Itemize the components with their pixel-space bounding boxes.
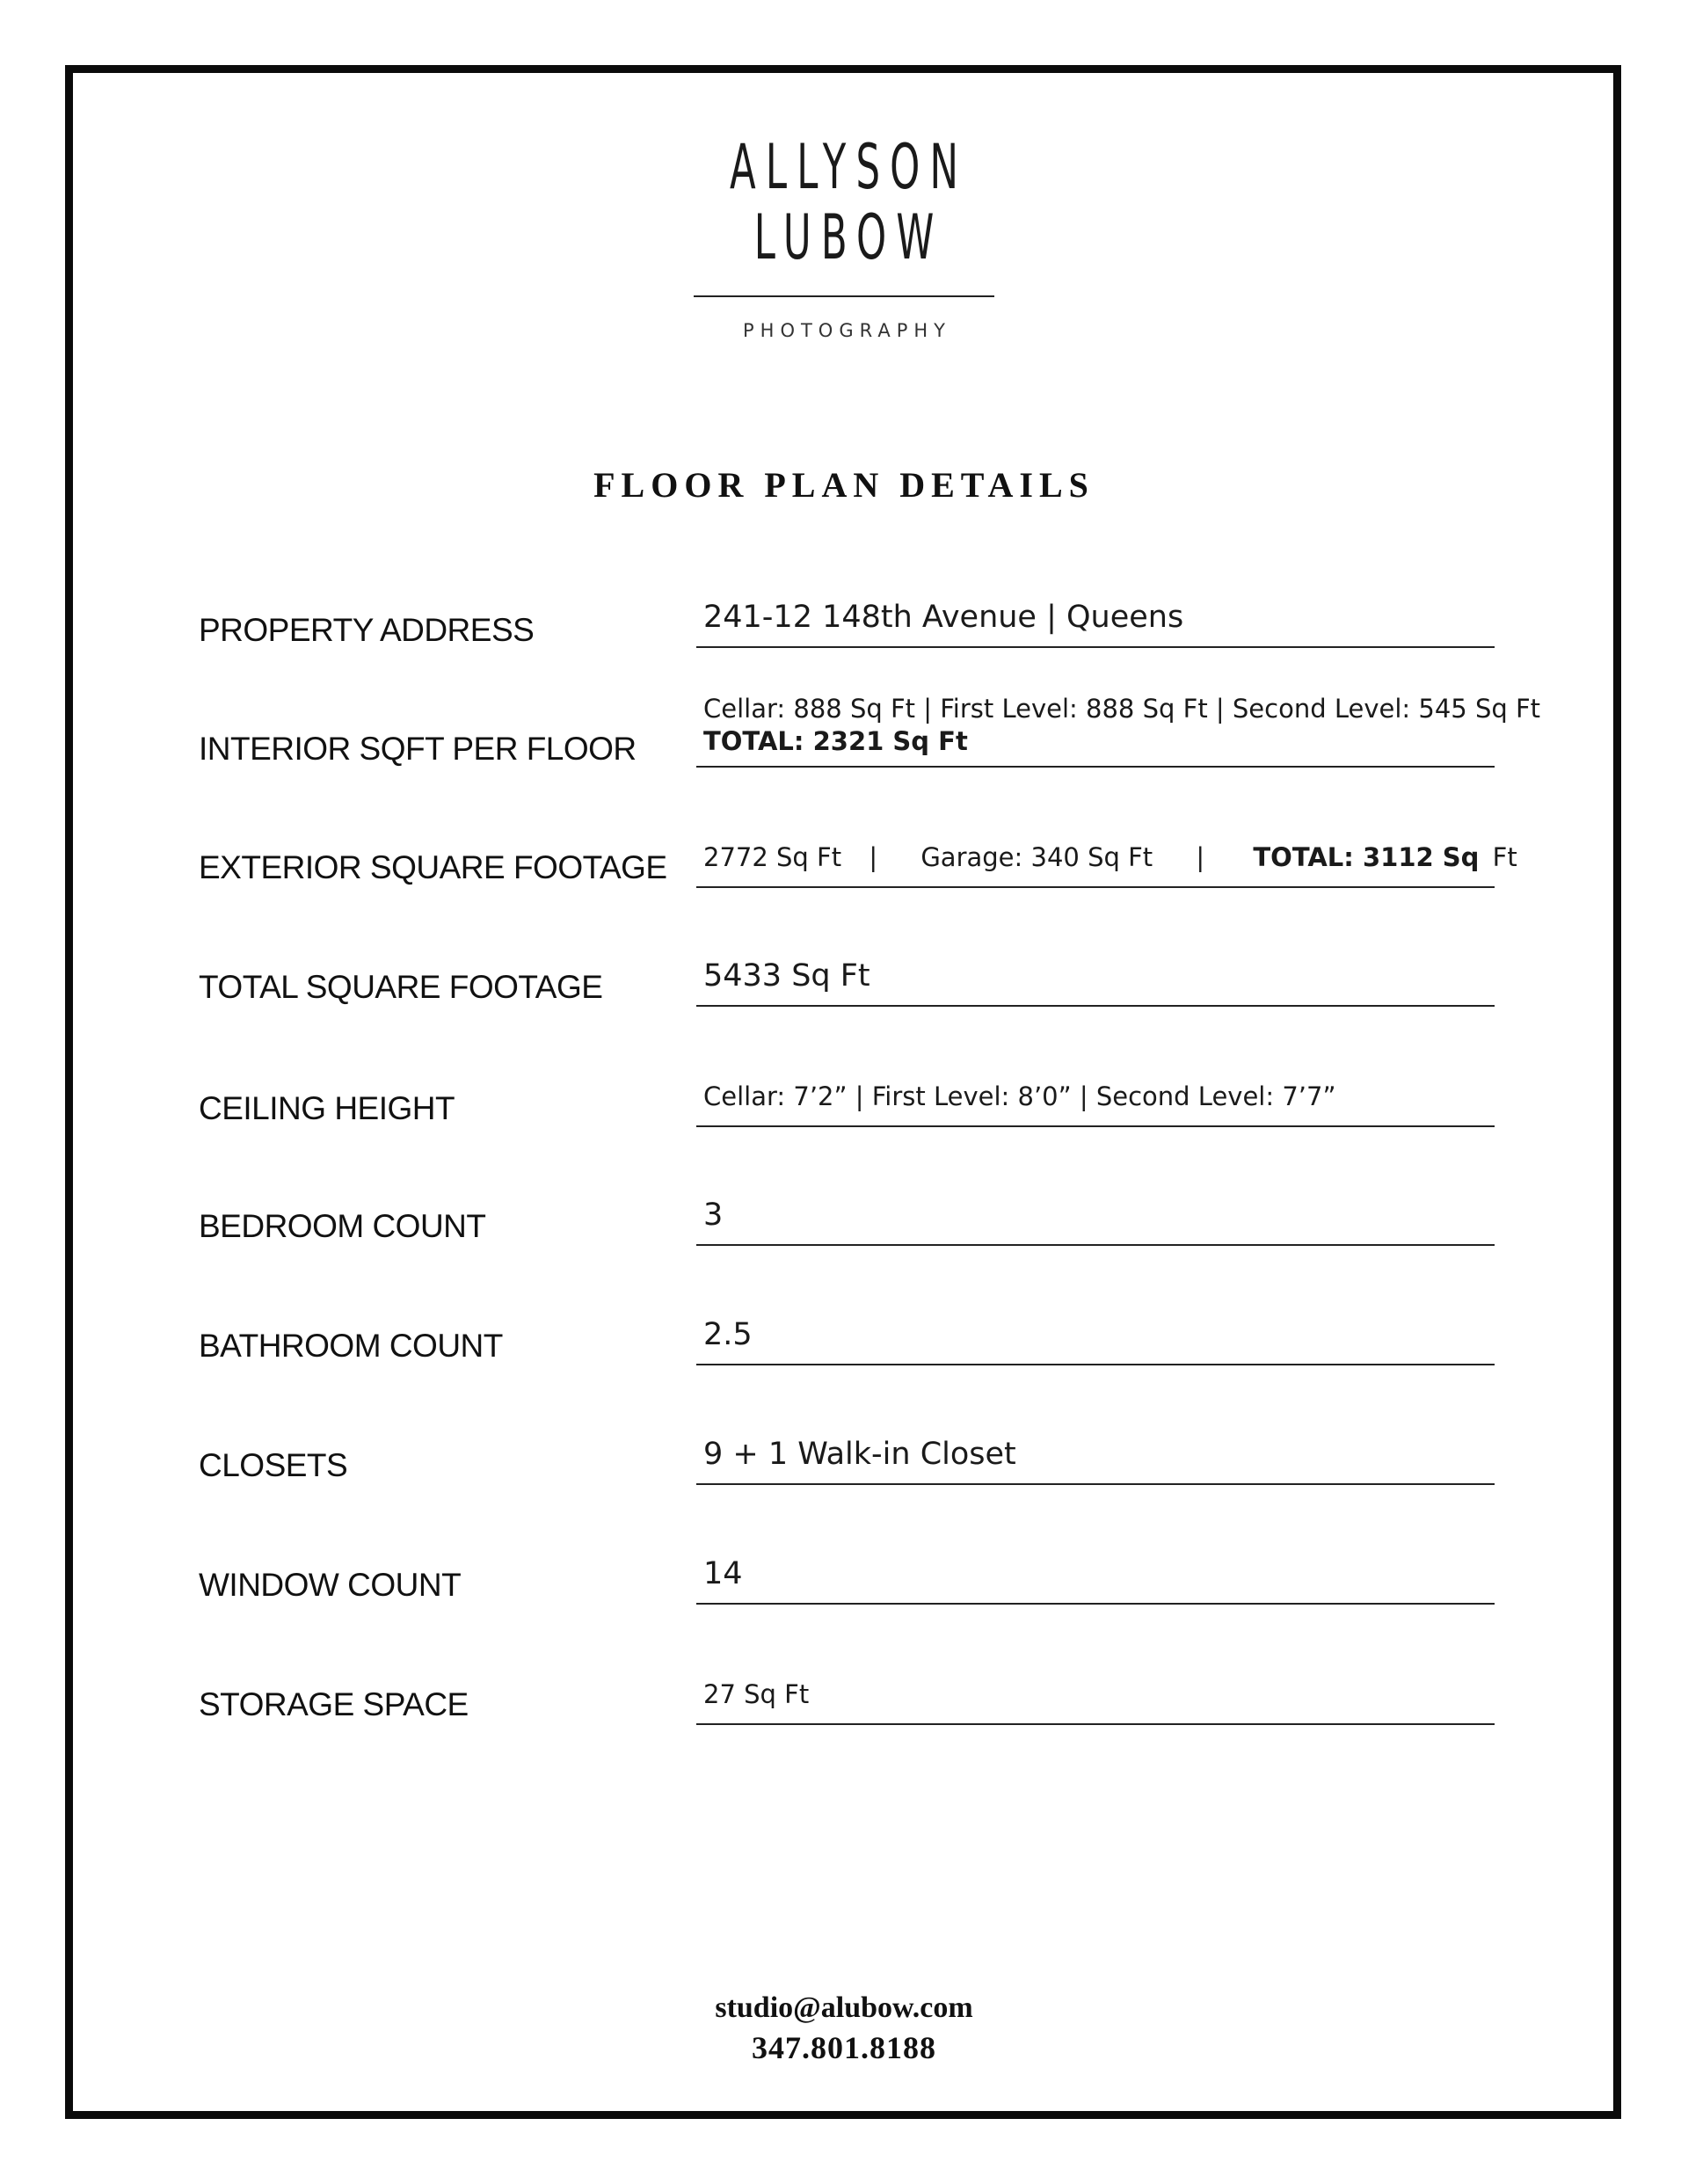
row-exterior-sqft: [0, 842, 1688, 957]
exterior-total-unit: Ft: [1492, 842, 1517, 872]
field-underline: [696, 1364, 1495, 1365]
field-label: CEILING HEIGHT: [199, 1090, 455, 1126]
field-label: BEDROOM COUNT: [199, 1208, 486, 1244]
field-label: BATHROOM COUNT: [199, 1328, 503, 1364]
field-underline: [696, 766, 1495, 768]
studio-logo: [0, 132, 1688, 341]
row-storage-space: [0, 1679, 1688, 1794]
field-value: 5433 Sq Ft: [703, 958, 870, 994]
floor-breakdown: Cellar: 888 Sq Ft | First Level: 888 Sq Ft | Second Level: 545 Sq Ft: [703, 694, 1541, 724]
row-interior-sqft: [0, 693, 1688, 807]
exterior-area: 2772 Sq Ft: [703, 842, 842, 872]
row-closets: [0, 1437, 1688, 1551]
field-value: [703, 842, 1517, 872]
field-underline: [696, 1125, 1495, 1127]
field-value: 27 Sq Ft: [703, 1679, 810, 1709]
logo-wordmark: [321, 132, 1367, 273]
field-label: STORAGE SPACE: [199, 1686, 469, 1722]
row-bedroom-count: [0, 1198, 1688, 1312]
logo-name-first: ALLYSON: [730, 131, 969, 203]
row-bathroom-count: [0, 1317, 1688, 1431]
field-label: PROPERTY ADDRESS: [199, 612, 535, 648]
logo-subtitle: PHOTOGRAPHY: [742, 320, 951, 341]
exterior-total: TOTAL: 3112 Sq: [1253, 842, 1480, 872]
garage-area: Garage: 340 Sq Ft: [920, 842, 1153, 872]
field-label: TOTAL SQUARE FOOTAGE: [199, 969, 603, 1005]
field-underline: [696, 886, 1495, 888]
field-label: CLOSETS: [199, 1447, 348, 1483]
field-value: [703, 693, 1540, 758]
field-underline: [696, 1603, 1495, 1605]
field-value: 241-12 148th Avenue | Queens: [703, 600, 1184, 635]
field-value: Cellar: 7’2” | First Level: 8’0” | Second Level: 7’7”: [703, 1081, 1336, 1111]
field-underline: [696, 1244, 1495, 1246]
separator: |: [869, 842, 878, 872]
logo-name-last: LUBOW: [753, 201, 944, 273]
row-window-count: [0, 1556, 1688, 1671]
contact-phone[interactable]: 347.801.8188: [752, 2030, 936, 2065]
row-total-sqft: [0, 958, 1688, 1073]
separator: |: [1196, 842, 1205, 872]
field-underline: [696, 1483, 1495, 1485]
field-value: 2.5: [703, 1317, 753, 1352]
field-underline: [696, 1723, 1495, 1725]
field-label: EXTERIOR SQUARE FOOTAGE: [199, 849, 667, 885]
field-underline: [696, 1005, 1495, 1007]
logo-divider: [694, 295, 994, 297]
row-ceiling-height: [0, 1081, 1688, 1196]
field-value: 14: [703, 1556, 743, 1591]
field-value: 3: [703, 1198, 724, 1233]
document-title: FLOOR PLAN DETAILS: [593, 465, 1095, 505]
field-value: 9 + 1 Walk-in Closet: [703, 1437, 1016, 1472]
contact-footer: [0, 1989, 1688, 2068]
field-label: INTERIOR SQFT PER FLOOR: [199, 731, 637, 767]
contact-email[interactable]: studio@alubow.com: [715, 1991, 973, 2024]
field-label: WINDOW COUNT: [199, 1567, 462, 1603]
field-underline: [696, 646, 1495, 648]
interior-total: TOTAL: 2321 Sq Ft: [703, 726, 968, 756]
